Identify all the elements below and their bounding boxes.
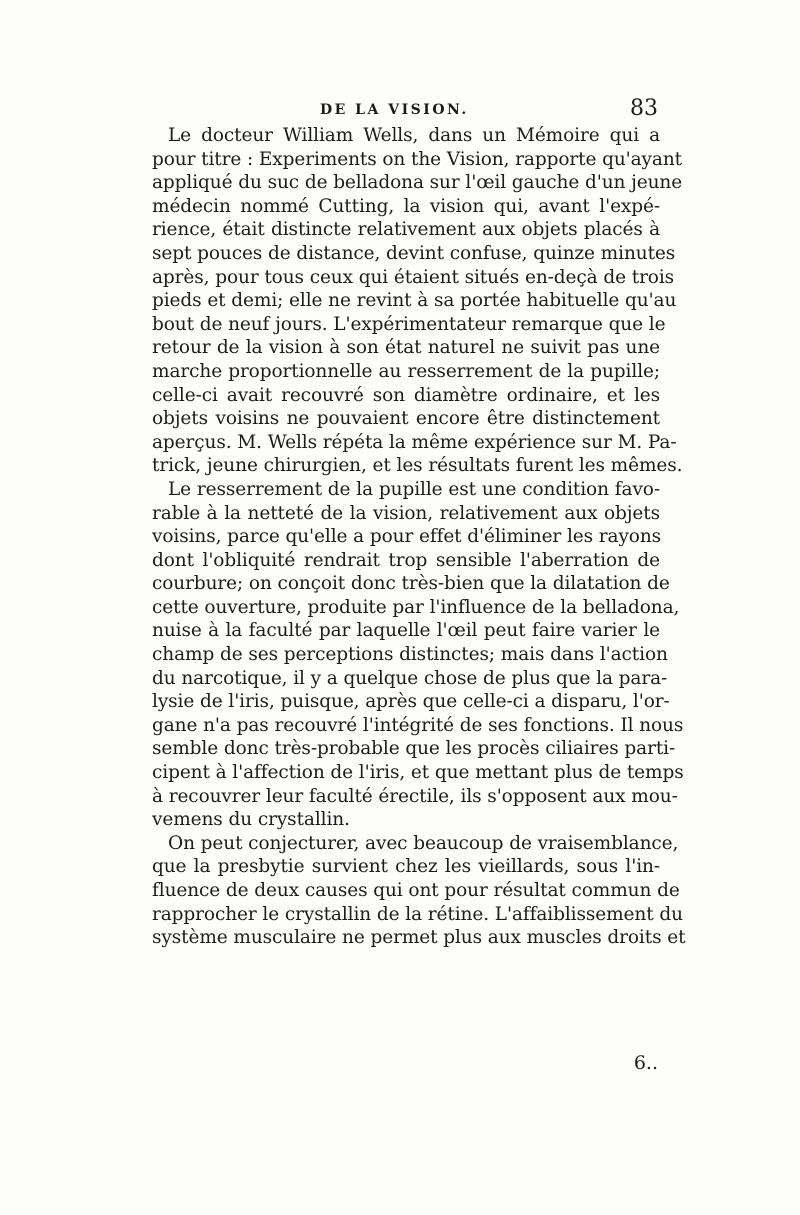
text-line: à recouvrer leur faculté érectile, ils s'opposent aux mou- [152, 785, 678, 807]
text-line: semble donc très-probable que les procès ciliaires parti- [152, 738, 676, 760]
text-line: On peut conjecturer, avec beaucoup de vraisemblance, [168, 832, 679, 854]
text-line: médecin nommé Cutting, la vision qui, avant l'expé- [152, 195, 660, 217]
text-line: aperçus. M. Wells répéta la même expérience sur M. Pa- [152, 431, 677, 453]
page-header [130, 96, 658, 126]
text-line: champ de ses perceptions distinctes; mais dans l'action [152, 644, 668, 666]
text-line: trick, jeune chirurgien, et les résultats furent les mêmes. [152, 455, 683, 477]
text-line: rapprocher le crystallin de la rétine. L'affaiblissement du [152, 903, 683, 925]
text-line: cipent à l'affection de l'iris, et que mettant plus de temps [152, 762, 684, 784]
text-line: rable à la netteté de la vision, relativement aux objets [152, 502, 660, 524]
text-line: appliqué du suc de belladona sur l'œil gauche d'un jeune [152, 172, 683, 194]
text-line: après, pour tous ceux qui étaient situés en-deçà de trois [152, 266, 675, 288]
text-line: gane n'a pas recouvré l'intégrité de ses fonctions. Il nous [152, 714, 684, 736]
text-line: lysie de l'iris, puisque, après que celle-ci a disparu, l'or- [152, 691, 670, 713]
signature-mark: 6.. [633, 1052, 658, 1074]
paragraph [130, 478, 684, 832]
page-number: 83 [630, 96, 658, 121]
paragraph [130, 124, 683, 478]
text-line: sept pouces de distance, devint confuse, quinze minutes [152, 242, 676, 264]
text-line: voisins, parce qu'elle a pour effet d'éliminer les rayons [152, 526, 662, 548]
text-line: pour titre : Experiments on the Vision, rapporte qu'ayant [152, 148, 682, 170]
text-line: Le resserrement de la pupille est une condition favo- [168, 478, 660, 500]
text-line: pieds et demi; elle ne revint à sa portée habituelle qu'au [152, 290, 677, 312]
text-line: objets voisins ne pouvaient encore être distinctement [152, 408, 660, 430]
text-line: celle-ci avait recouvré son diamètre ordinaire, et les [152, 384, 660, 406]
text-line: que la presbytie survient chez les vieillards, sous l'in- [152, 856, 660, 878]
body-text [130, 124, 686, 950]
text-line: dont l'obliquité rendrait trop sensible l'aberration de [152, 549, 660, 571]
text-line: bout de neuf jours. L'expérimentateur remarque que le [152, 313, 666, 335]
text-line: cette ouverture, produite par l'influence de la belladona, [152, 596, 680, 618]
text-line: fluence de deux causes qui ont pour résultat commun de [152, 880, 680, 901]
text-line: système musculaire ne permet plus aux muscles droits et [152, 927, 686, 949]
text-line: rience, était distincte relativement aux objets placés à [152, 219, 660, 241]
text-line: nuise à la faculté par laquelle l'œil peut faire varier le [152, 620, 660, 642]
text-line: marche proportionnelle au resserrement de la pupille; [152, 360, 660, 382]
running-head: DE LA VISION. [320, 102, 469, 118]
text-line: retour de la vision à son état naturel ne suivit pas une [152, 337, 660, 359]
paragraph [130, 832, 686, 950]
text-line: du narcotique, il y a quelque chose de plus que la para- [152, 667, 668, 689]
text-line: Le docteur William Wells, dans un Mémoire qui a [168, 125, 660, 146]
text-line: courbure; on conçoit donc très-bien que la dilatation de [152, 573, 670, 595]
text-line: vemens du crystallin. [152, 809, 350, 831]
